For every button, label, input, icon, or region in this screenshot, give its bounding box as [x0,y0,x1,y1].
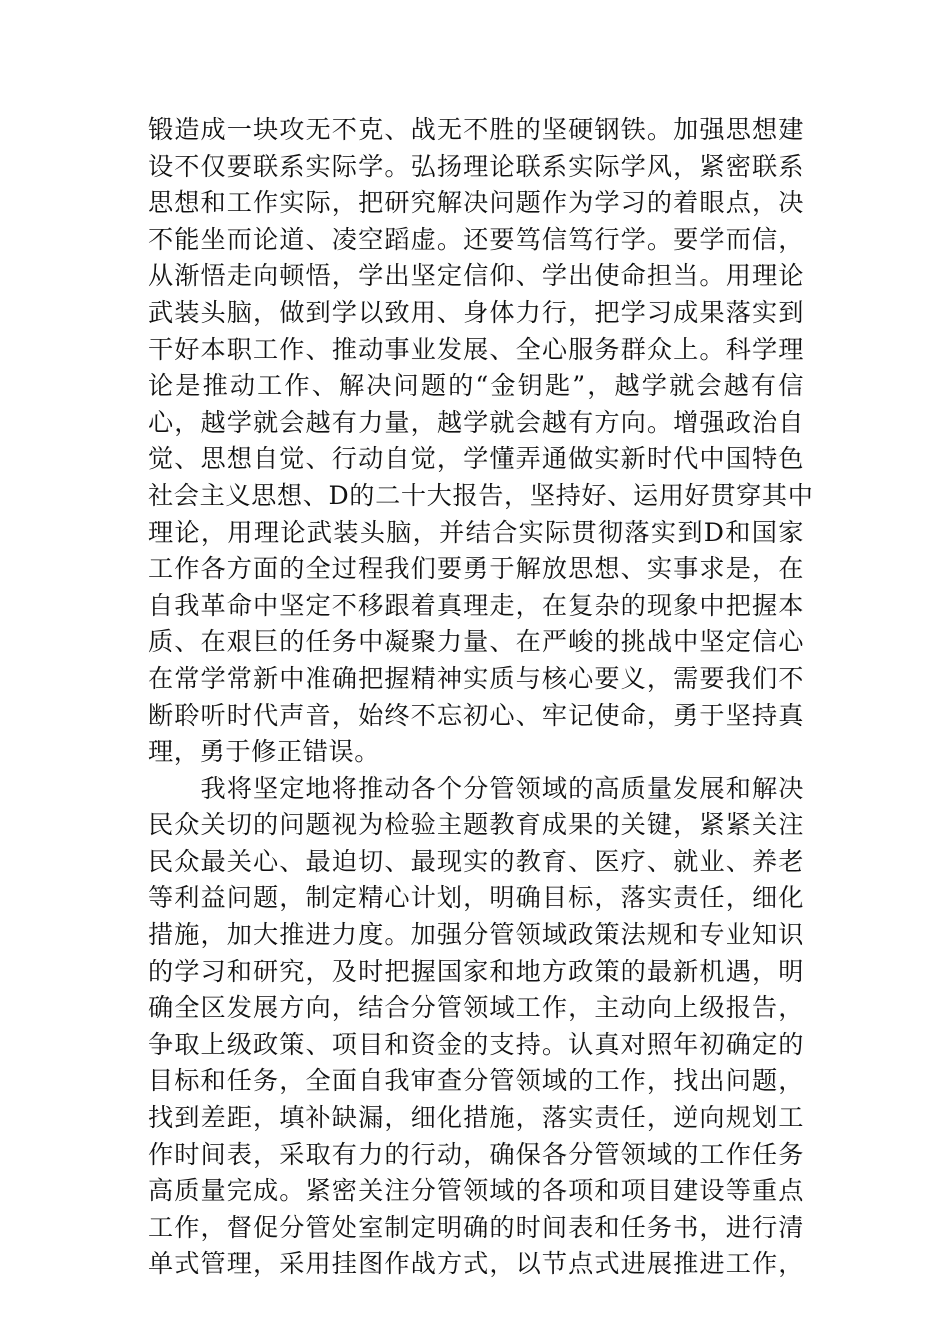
text-line-7: 干好本职工作、推动事业发展、全心服务群众上。科学理 [148,334,804,364]
text-line-19: 我将坚定地将推动各个分管领域的高质量发展和解决 [148,773,804,803]
text-line-5: 从渐悟走向顿悟，学出坚定信仰、学出使命担当。用理论 [148,261,804,291]
text-line-12: 理论，用理论武装头脑，并结合实际贯彻落实到D和国家 [148,517,804,547]
text-line-24: 的学习和研究，及时把握国家和地方政策的最新机遇，明 [148,956,804,986]
text-line-18: 理，勇于修正错误。 [148,737,381,767]
text-line-4: 不能坐而论道、凌空蹈虚。还要笃信笃行学。要学而信， [148,224,804,254]
text-line-3: 思想和工作实际，把研究解决问题作为学习的着眼点，决 [148,188,804,218]
text-line-20: 民众关切的问题视为检验主题教育成果的关键，紧紧关注 [148,810,804,840]
text-line-23: 措施，加大推进力度。加强分管领域政策法规和专业知识 [148,920,804,950]
text-line-14: 自我革命中坚定不移跟着真理走，在复杂的现象中把握本 [148,590,804,620]
text-line-16: 在常学常新中准确把握精神实质与核心要义，需要我们不 [148,663,804,693]
text-line-25: 确全区发展方向，结合分管领域工作，主动向上级报告， [148,993,804,1023]
text-line-27: 目标和任务，全面自我审查分管领域的工作，找出问题， [148,1066,804,1096]
text-line-1: 锻造成一块攻无不克、战无不胜的坚硬钢铁。加强思想建 [148,115,804,144]
text-line-28: 找到差距，填补缺漏，细化措施，落实责任，逆向规划工 [148,1103,804,1133]
text-line-13: 工作各方面的全过程我们要勇于解放思想、实事求是，在 [148,554,804,584]
text-line-26: 争取上级政策、项目和资金的支持。认真对照年初确定的 [148,1029,804,1059]
text-line-32: 单式管理，采用挂图作战方式，以节点式进展推进工作， [148,1249,804,1279]
text-line-17: 断聆听时代声音，始终不忘初心、牢记使命，勇于坚持真 [148,700,804,730]
text-line-6: 武装头脑，做到学以致用、身体力行，把学习成果落实到 [148,297,804,327]
body-text [148,112,814,1283]
text-line-15: 质、在艰巨的任务中凝聚力量、在严峻的挑战中坚定信心 [148,627,804,657]
text-line-10: 觉、思想自觉、行动自觉，学懂弄通做实新时代中国特色 [148,444,804,474]
text-line-11: 社会主义思想、D的二十大报告，坚持好、运用好贯穿其中 [148,480,814,510]
text-line-9: 心，越学就会越有力量，越学就会越有方向。增强政治自 [148,407,804,437]
text-line-2: 设不仅要联系实际学。弘扬理论联系实际学风，紧密联系 [148,151,804,181]
text-line-8: 论是推动工作、解决问题的“金钥匙”，越学就会越有信 [148,371,804,401]
text-line-29: 作时间表，采取有力的行动，确保各分管领域的工作任务 [148,1139,804,1169]
text-line-21: 民众最关心、最迫切、最现实的教育、医疗、就业、养老 [148,846,804,876]
text-line-22: 等利益问题，制定精心计划，明确目标，落实责任，细化 [148,883,804,913]
text-line-31: 工作，督促分管处室制定明确的时间表和任务书，进行清 [148,1212,804,1242]
text-line-30: 高质量完成。紧密关注分管领域的各项和项目建设等重点 [148,1176,804,1206]
